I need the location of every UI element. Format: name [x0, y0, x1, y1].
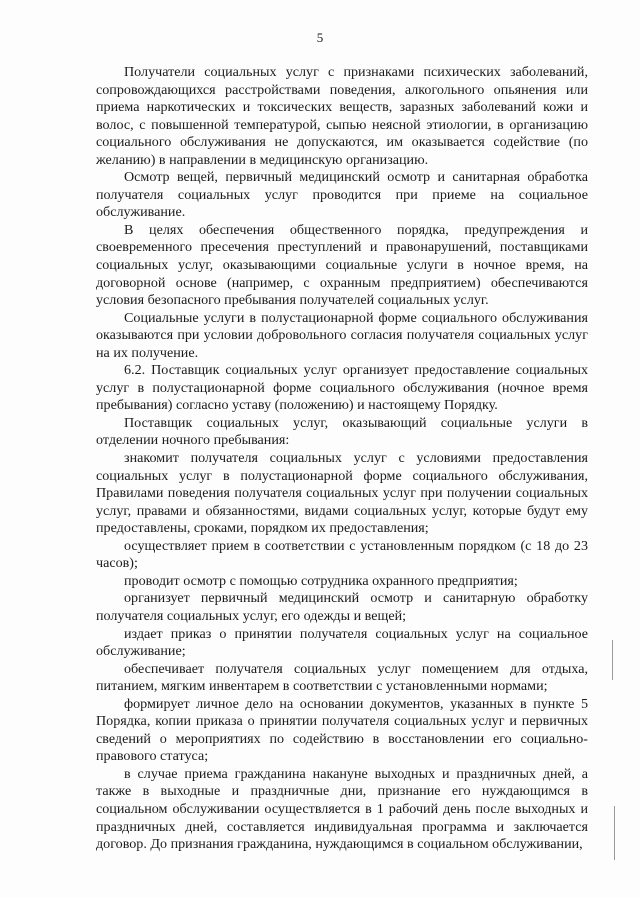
paragraph-3: В целях обеспечения общественного порядка, предупреждения и своевременного пресечения преступлений и правонарушений, поставщиками социальных услуг, оказывающими социальные услуги в ночное время, на договорной основе (например, с охранным предприятием) обеспечиваются условия безопасного пребывания получателей социальных услуг.: [96, 221, 588, 309]
scan-artifact-line: [614, 806, 615, 860]
paragraph-8: осуществляет прием в соответствии с установленным порядком (с 18 до 23 часов);: [96, 537, 588, 572]
paragraph-2: Осмотр вещей, первичный медицинский осмотр и санитарная обработка получателя социальных услуг проводится при приеме на социальное обслуживание.: [96, 169, 588, 221]
paragraph-5: 6.2. Поставщик социальных услуг организует предоставление социальных услуг в полустационарной форме социального обслуживания (ночное время пребывания) согласно уставу (положению) и настоящему Порядку.: [96, 362, 588, 414]
paragraph-1: Получатели социальных услуг с признаками психических заболеваний, сопровождающихся расстройствами поведения, алкогольного опьянения или приема наркотических и токсических веществ, заразных заболеваний кожи и волос, с повышенной температурой, сыпью неясной этиологии, в организацию социального обслуживания не допускаются, им оказывается содействие (по желанию) в направлении в медицинскую организацию.: [96, 64, 588, 168]
paragraph-6: Поставщик социальных услуг, оказывающий социальные услуги в отделении ночного пребывания:: [96, 414, 588, 449]
page-number: 5: [316, 30, 324, 45]
paragraph-10: организует первичный медицинский осмотр и санитарную обработку получателя социальных услуг, его одежды и вещей;: [96, 590, 588, 624]
document-body: [96, 64, 588, 854]
paragraph-14: в случае приема гражданина накануне выходных и праздничных дней, а также в выходные и праздничные дни, признание его нуждающимся в социальном обслуживании осуществляется в 1 рабочий день после выходных и праздничных дней, составляется индивидуальная программа и заключается договор. До признания гражданина, нуждающимся в социальном обслуживании,: [96, 765, 588, 853]
paragraph-12: обеспечивает получателя социальных услуг помещением для отдыха, питанием, мягким инвентарем в соответствии с установленными нормами;: [96, 660, 588, 695]
paragraph-7: знакомит получателя социальных услуг с условиями предоставления социальных услуг в полустационарной форме социального обслуживания, Правилами поведения получателя социальных услуг при получении социальных услуг, правами и обязанностями, видами социальных услуг, которые будут ему предоставлены, сроками, порядком их предоставления;: [96, 450, 588, 537]
paragraph-4: Социальные услуги в полустационарной форме социального обслуживания оказываются при условии добровольного согласия получателя социальных услуг на их получение.: [96, 309, 588, 361]
paragraph-13: формирует личное дело на основании документов, указанных в пункте 5 Порядка, копии приказа о принятии получателя социальных услуг и первичных сведений о мероприятиях по содействию в восстановлении его социально-правового статуса;: [96, 695, 588, 765]
scan-artifact-line: [612, 640, 613, 680]
paragraph-9: проводит осмотр с помощью сотрудника охранного предприятия;: [124, 572, 518, 589]
paragraph-11: издает приказ о принятии получателя социальных услуг на социальное обслуживание;: [96, 625, 588, 660]
